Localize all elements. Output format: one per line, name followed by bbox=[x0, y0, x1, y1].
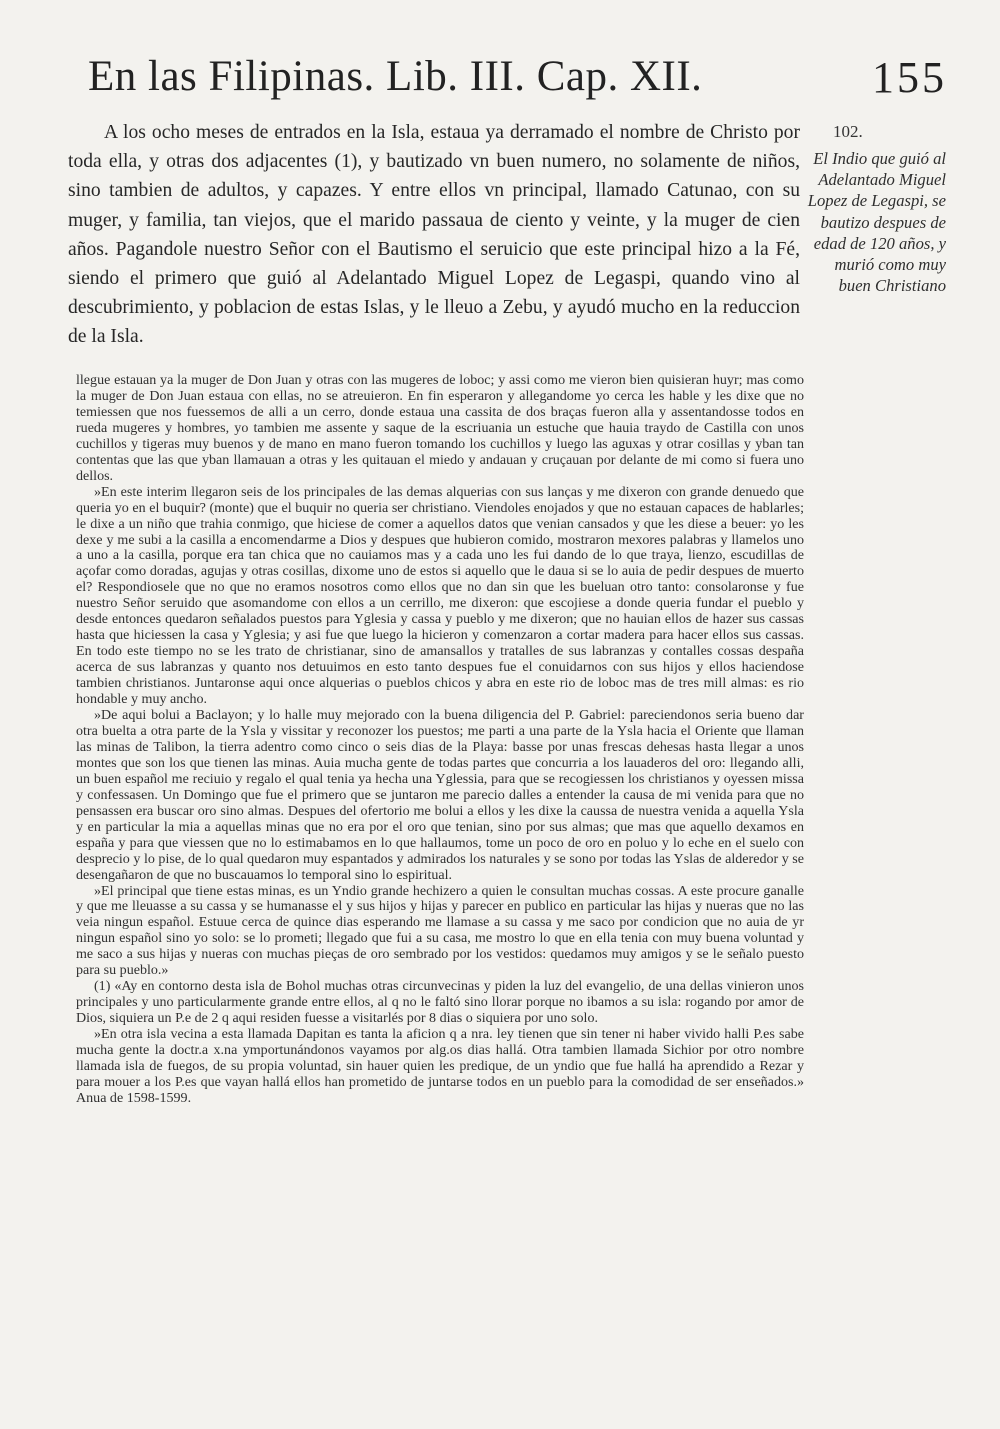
main-text-body: A los ocho meses de entrados en la Isla, estaua ya derramado el nombre de Christo por toda ella, y otras dos adjacentes (1), y bautizado vn buen numero, no solamente de niños, sino tambien de adultos, y capazes. Y entre ellos vn principal, llamado Catunao, con su muger, y familia, tan viejos, que el marido passaua de ciento y veinte, y la muger de cien años. Pagandole nuestro Señor con el Bautismo el seruicio que este principal hizo a la Fé, siendo el primero que guió al Adelantado Miguel Lopez de Legaspi, quando vino al descubrimiento, y poblacion de estas Islas, y le lleuo a Zebu, y ayudó mucho en la reduccion de la Isla. bbox=[68, 122, 800, 348]
main-paragraph bbox=[68, 118, 800, 352]
margin-note: El Indio que guió al Adelantado Miguel Lopez de Legaspi, se bautizo despues de edad de 120 años, y murió como muy buen Christiano bbox=[807, 149, 946, 296]
footnote-paragraph-6: »En otra isla vecina a esta llamada Dapitan es tanta la aficion q a nra. ley tienen que sin tener ni haber vivido halli P.es sabe mucha gente la doctr.a x.na ymportunándonos vayamos por alg.os dias hallá. Otra tambien llamada Sichior por otro nombre llamada isla de fuegos, de su propia voluntad, sin hauer quien les predique, de un yndio que fue hallá ha aprendido a Rezar y para mouer a los P.es que vayan hallá ellos han prometido de juntarse todos en un pueblo para la comodidad de ser enseñados.» Anua de 1598-1599. bbox=[76, 1026, 804, 1106]
footnote-paragraph-1: llegue estauan ya la muger de Don Juan y otras con las mugeres de loboc; y assi como me vieron bien quisieran huyr; mas como la muger de Don Juan estaua con ellas, no se atreuieron. En fin esperaron y allegandome yo cerca les hable y les dixe que no temiessen que nos fuessemos de alli a un cerro, donde estaua una cassita de dos braças fueron alla y assentandosse todos en rueda mugeres y hombres, yo tambien me assente y saque de la escriuania un estuche que hauia traydo de Castilla con unos cuchillos y tigeras muy buenos y de mano en mano fueron tomando los cuchillos y luego las aguxas y otrar cosillas y yban tan contentas que las que yban llamauan a otras y les quitauan el miedo y andauan y cruçauan por delante de mi como si fuera uno dellos. bbox=[76, 372, 804, 484]
footnote-paragraph-3: »De aqui bolui a Baclayon; y lo halle muy mejorado con la buena diligencia del P. Gabriel: pareciendonos seria bueno dar otra buelta a otra parte de la Ysla y vissitar y reconozer los puestos; me parti a una parte de la Ysla hacia el Oriente que llaman las minas de Talibon, la tierra adentro como cinco o seis dias de la Playa: basse por unas frescas dehesas hasta llegar a unos montes que son los que tienen las minas. Auia mucha gente de todas partes que concurria a los lauaderos del oro: llegando alli, un buen español me reciuio y regalo el qual tenia ya hecha una Yglessia, para que se recogiessen los christianos y oyessen missa y confessasen. Un Domingo que fue el primero que se juntaron me parecio dalles a entender la causa de mi venida para que no pensassen era buscar oro sino almas. Despues del ofertorio me bolui a ellos y les dixe la caussa de nuestra venida a aquella Ysla y en particular la mia a aquellas minas que no era por el oro que tenian, sino por sus almas; que mas que aquello dexamos en españa y para que viessen que no lo estimabamos en lo que hallaumos, tome un poco de oro en poluo y lo eche en el suelo con desprecio y lo pise, de lo qual quedaron muy espantados y admirados los naturales y se sono por todas las Yslas de alderedor y se desengañaron de que no buscauamos lo temporal sino lo espiritual. bbox=[76, 707, 804, 883]
footnote-paragraph-2: »En este interim llegaron seis de los principales de las demas alquerias con sus lanças y me dixeron con grande denuedo que queria yo en el buquir? (monte) que el buquir no queria ser christiano. Viendoles enojados y que no estauan capaces de hablarles; le dixe a un niño que trahia conmigo, que hiciese de comer a aquellos datos que venian cansados y que les diese a beuer: yo les dexe y me subi a la casilla a encomendarme a Dios y despues que hubieron comido, mostraron mexores palabras y llamelos uno a uno a la casilla, porque era tan chica que no cauiamos mas y a cada uno les fui dando de lo que traya, lienzo, escudillas de açofar como doradas, agujas y otras cosillas, dixome uno de estos si aquello que le daua si se lo auia de pedir despues de muerto el? Respondiosele que no que no eramos nosotros como ellos que no dan sin que les bueluan otro tanto: consolaronse y fue nuestro Señor seruido que asomandome con ellos a un cerrillo, me dixeron: que escojiese a donde queria fundar el pueblo y desde entonces quedaron señalados puestos para Yglesia y cassa y pueblo y me dixeron; que no hauian ellos de hazer sus cassas hasta que hiciessen la casa y Yglesia; y asi fue que luego la hicieron y comenzaron a cortar madera para hacer ellos sus cassas. En todo este tiempo no se les trato de christianar, sino de amansallos y tratalles de sus labranzas y contalles cossas despaña acerca de sus labranzas y quanto nos detuuimos en esto tanto despues fue el conuidarnos con sus hijos y ellos haciendose tambien christianos. Juntaronse aqui once alquerias o pueblos chicos y abra en este rio de loboc mas de tres mill almas: es rio hondable y muy ancho. bbox=[76, 483, 804, 708]
footnote-paragraph-4: »El principal que tiene estas minas, es un Yndio grande hechizero a quien le consultan muchas cossas. A este procure ganalle y que me lleuasse a su cassa y se humanasse el y sus hijos y hijas y parecer en publico en particular las hijas y nueras que no las veia ningun español. Estuue cerca de quince dias esperando me llamase a su cassa y me saco por condicion que no auia de yr ningun español sino yo solo: se lo prometi; llegado que fui a su casa, me mostro lo que en ella tenia con muy buena voluntad y me saco a sus hijas y nueras con muchas pieças de oro sembrado por los vestidos: quedamos muy amigos y se le señalo puesto para su pueblo.» bbox=[76, 882, 804, 979]
footnotes bbox=[76, 373, 804, 1107]
running-header: En las Filipinas. Lib. III. Cap. XII. bbox=[88, 53, 703, 100]
margin-paragraph-number: 102. bbox=[833, 122, 863, 141]
footnote-paragraph-5: (1) «Ay en contorno desta isla de Bohol muchas otras circunvecinas y piden la luz del evangelio, de una dellas vinieron unos principales y uno particularmente grande entre ellos, al q no le faltó sino llorar porque no ibamos a su isla: rogando por amor de Dios, siquiera un P.e de 2 q aqui residen fuesse a visitarlés por 8 dias o siquiera por uno solo. bbox=[76, 978, 804, 1027]
page-number: 155 bbox=[872, 53, 947, 102]
